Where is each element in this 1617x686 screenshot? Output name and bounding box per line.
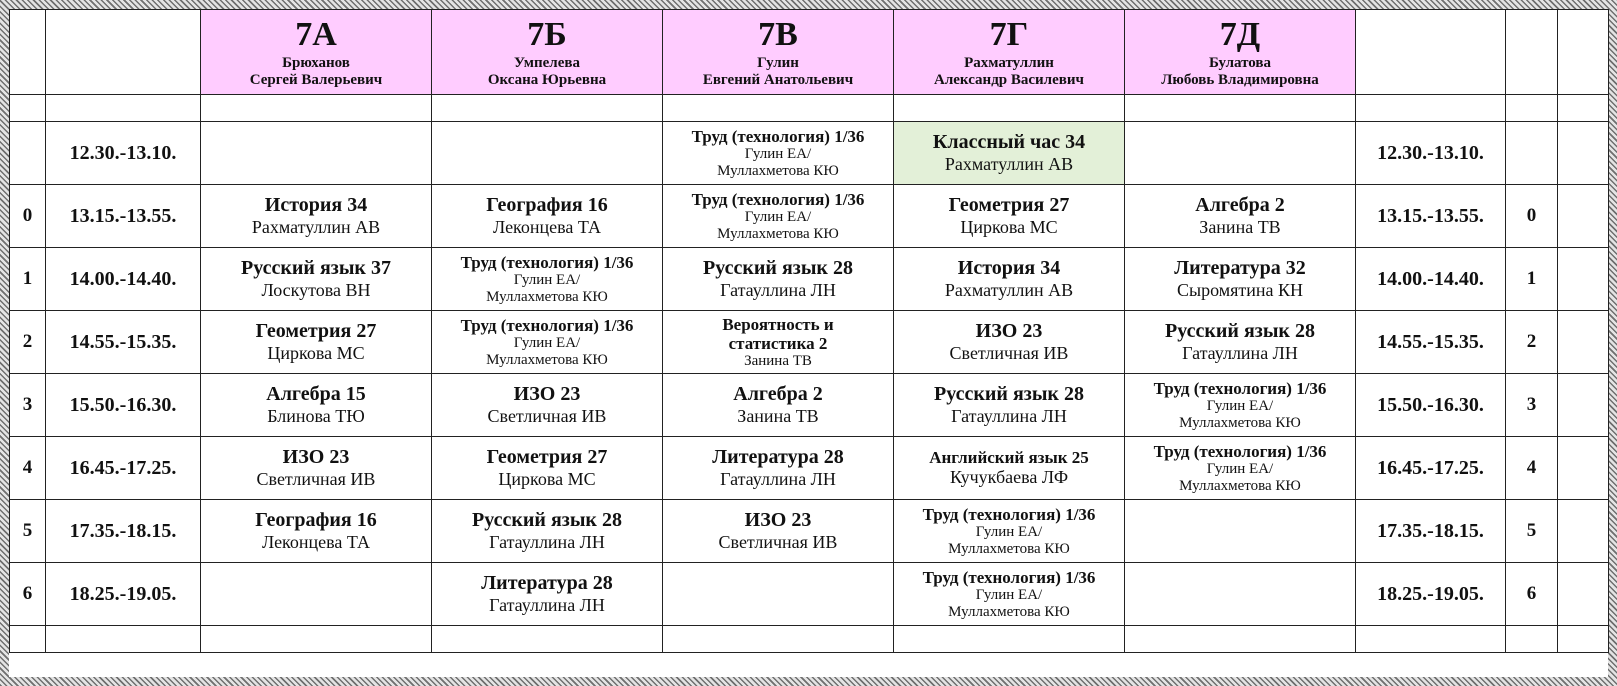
lesson-time-right: 15.50.-16.30. [1356,374,1506,437]
teacher-name: Муллахметова КЮ [717,162,839,179]
class-name: 7А [295,16,337,53]
subject-name: Труд (технология) 1/36 [691,189,865,209]
lesson-time-right: 13.15.-13.55. [1356,185,1506,248]
lesson-number-right: 0 [1506,185,1558,248]
homeroom-teacher-given-names: Евгений Анатольевич [702,72,854,88]
subject-name: Русский язык 28 [703,257,853,279]
spacer-cell [663,626,894,653]
empty-cell [1558,374,1609,437]
teacher-name: Муллахметова КЮ [1179,477,1301,494]
schedule-sheet [9,9,1608,677]
lesson-cell [201,185,432,248]
class-header-3 [663,10,894,95]
lesson-cell [894,185,1125,248]
lesson-number: 6 [10,563,46,626]
lesson-cell [1125,437,1356,500]
teacher-name: Гулин ЕА/ [975,586,1043,603]
lesson-cell [432,437,663,500]
spacer-cell [201,95,432,122]
teacher-name: Гатауллина ЛН [720,280,836,300]
lesson-cell [432,500,663,563]
header-empty-cell [1356,10,1506,95]
teacher-name: Леконцева ТА [261,532,370,552]
homeroom-teacher-given-names: Александр Василевич [934,72,1084,88]
subject-name: Труд (технология) 1/36 [1153,378,1327,398]
homeroom-teacher-surname: Умпелева [514,55,580,71]
empty-cell [1558,122,1609,185]
subject-name: История 34 [264,194,368,216]
lesson-cell [1125,185,1356,248]
teacher-name: Гатауллина ЛН [489,595,605,615]
spacer-cell [663,95,894,122]
lesson-time-right: 12.30.-13.10. [1356,122,1506,185]
subject-name: Русский язык 28 [472,509,622,531]
schedule-body [10,10,1609,653]
lesson-number [10,122,46,185]
header-empty-cell [10,10,46,95]
lesson-row [10,248,1609,311]
lesson-cell [201,374,432,437]
lesson-cell [663,248,894,311]
header-empty-cell [46,10,201,95]
teacher-name: Циркова МС [267,343,365,363]
class-header-row [10,10,1609,95]
lesson-time-right: 14.55.-15.35. [1356,311,1506,374]
lesson-cell [201,437,432,500]
subject-name: ИЗО 23 [744,509,812,531]
subject-name: Геометрия 27 [948,194,1070,216]
homeroom-teacher-surname: Брюханов [282,55,350,71]
lesson-cell [894,311,1125,374]
lesson-cell [201,122,432,185]
spacer-cell [432,95,663,122]
teacher-name: Занина ТВ [1199,217,1281,237]
subject-name: Алгебра 2 [733,383,823,405]
subject-name: Вероятность и [722,314,834,334]
lesson-cell [663,563,894,626]
lesson-cell [663,500,894,563]
lesson-number-right [1506,122,1558,185]
teacher-name: Светличная ИВ [256,469,376,489]
spacer-cell [1558,626,1609,653]
teacher-name: Гулин ЕА/ [744,145,812,162]
subject-name: Геометрия 27 [255,320,377,342]
class-header-4 [894,10,1125,95]
lesson-cell [432,185,663,248]
lesson-time-right: 18.25.-19.05. [1356,563,1506,626]
subject-name: статистика 2 [728,333,828,353]
subject-name: История 34 [957,257,1061,279]
lesson-cell [1125,500,1356,563]
footer-spacer-row [10,626,1609,653]
schedule-table [9,9,1609,653]
subject-name: Труд (технология) 1/36 [460,252,634,272]
subject-name: Труд (технология) 1/36 [922,504,1096,524]
header-empty-cell [1506,10,1558,95]
subject-name: География 16 [486,194,608,216]
teacher-name: Муллахметова КЮ [486,351,608,368]
teacher-name: Гулин ЕА/ [513,271,581,288]
lesson-cell [432,248,663,311]
lesson-time: 16.45.-17.25. [46,437,201,500]
lesson-time-right: 17.35.-18.15. [1356,500,1506,563]
class-header-1 [201,10,432,95]
lesson-cell [201,563,432,626]
subject-name: ИЗО 23 [282,446,350,468]
empty-cell [1558,437,1609,500]
lesson-cell [1125,311,1356,374]
teacher-name: Занина ТВ [737,406,819,426]
class-name: 7Г [989,16,1029,53]
subject-name: Английский язык 25 [929,448,1089,467]
class-header-2 [432,10,663,95]
lesson-cell [432,311,663,374]
subject-name: Русский язык 37 [241,257,391,279]
lesson-time: 12.30.-13.10. [46,122,201,185]
lesson-number: 4 [10,437,46,500]
teacher-name: Кучукбаева ЛФ [949,467,1069,487]
teacher-name: Лоскутова ВН [261,280,371,300]
lesson-row [10,500,1609,563]
teacher-name: Блинова ТЮ [267,406,365,426]
spacer-cell [46,95,201,122]
lesson-row [10,185,1609,248]
teacher-name: Гулин ЕА/ [975,523,1043,540]
homeroom-teacher-given-names: Оксана Юрьевна [487,72,607,88]
teacher-name: Муллахметова КЮ [948,603,1070,620]
teacher-name: Рахматуллин АВ [251,217,381,237]
subject-name: Алгебра 2 [1195,194,1285,216]
spacer-cell [10,626,46,653]
spacer-cell [1506,626,1558,653]
header-empty-cell [1558,10,1609,95]
spacer-cell [10,95,46,122]
lesson-row [10,437,1609,500]
subject-name: Геометрия 27 [486,446,608,468]
teacher-name: Леконцева ТА [492,217,601,237]
lesson-cell [663,311,894,374]
lesson-time: 18.25.-19.05. [46,563,201,626]
homeroom-teacher-given-names: Любовь Владимировна [1161,72,1319,88]
spacer-cell [1125,95,1356,122]
teacher-name: Сыромятина КН [1176,280,1304,300]
lesson-time: 17.35.-18.15. [46,500,201,563]
teacher-name: Гатауллина ЛН [1182,343,1298,363]
subject-name: Труд (технология) 1/36 [691,126,865,146]
teacher-name: Гулин ЕА/ [513,334,581,351]
teacher-name: Муллахметова КЮ [486,288,608,305]
class-header-5 [1125,10,1356,95]
spacer-row [10,95,1609,122]
lesson-cell [1125,374,1356,437]
subject-name: География 16 [255,509,377,531]
teacher-name: Светличная ИВ [949,343,1069,363]
lesson-cell [432,563,663,626]
empty-cell [1558,185,1609,248]
lesson-cell [663,374,894,437]
lesson-row [10,374,1609,437]
teacher-name: Гатауллина ЛН [951,406,1067,426]
empty-cell [1558,500,1609,563]
homeroom-teacher-surname: Гулин [757,55,799,71]
empty-cell [1558,311,1609,374]
teacher-name: Гулин ЕА/ [744,208,812,225]
class-name: 7Б [527,16,567,53]
lesson-cell [894,500,1125,563]
class-name: 7Д [1219,16,1261,53]
lesson-row [10,563,1609,626]
teacher-name: Гулин ЕА/ [1206,460,1274,477]
teacher-name: Муллахметова КЮ [1179,414,1301,431]
lesson-cell [663,122,894,185]
teacher-name: Циркова МС [498,469,596,489]
teacher-name: Гатауллина ЛН [489,532,605,552]
lesson-cell [894,248,1125,311]
teacher-name: Рахматуллин АВ [944,154,1074,174]
subject-name: Литература 32 [1174,257,1306,279]
spacer-cell [46,626,201,653]
spacer-cell [1356,626,1506,653]
spacer-cell [894,95,1125,122]
lesson-cell [1125,563,1356,626]
spacer-cell [1558,95,1609,122]
lesson-cell [201,311,432,374]
lesson-time-right: 16.45.-17.25. [1356,437,1506,500]
lesson-cell [201,248,432,311]
lesson-time: 13.15.-13.55. [46,185,201,248]
lesson-number-right: 1 [1506,248,1558,311]
lesson-row [10,122,1609,185]
subject-name: Труд (технология) 1/36 [922,567,1096,587]
lesson-cell [663,185,894,248]
lesson-number: 1 [10,248,46,311]
spacer-cell [1125,626,1356,653]
lesson-cell [894,437,1125,500]
spacer-cell [894,626,1125,653]
teacher-name: Гатауллина ЛН [720,469,836,489]
teacher-name: Светличная ИВ [487,406,607,426]
lesson-time-right: 14.00.-14.40. [1356,248,1506,311]
lesson-number-right: 2 [1506,311,1558,374]
lesson-number-right: 5 [1506,500,1558,563]
lesson-number: 5 [10,500,46,563]
spacer-cell [432,626,663,653]
subject-name: Литература 28 [481,572,613,594]
lesson-number: 0 [10,185,46,248]
teacher-name: Занина ТВ [744,352,812,369]
lesson-cell [432,122,663,185]
teacher-name: Циркова МС [960,217,1058,237]
subject-name: ИЗО 23 [513,383,581,405]
subject-name: Алгебра 15 [266,383,366,405]
class-name: 7В [758,16,798,53]
subject-name: Литература 28 [712,446,844,468]
lesson-cell [663,437,894,500]
teacher-name: Муллахметова КЮ [717,225,839,242]
homeroom-teacher-surname: Рахматуллин [964,55,1054,71]
subject-name: ИЗО 23 [975,320,1043,342]
subject-name: Русский язык 28 [1165,320,1315,342]
teacher-name: Рахматуллин АВ [944,280,1074,300]
lesson-cell [1125,122,1356,185]
spacer-cell [1506,95,1558,122]
homeroom-teacher-surname: Булатова [1208,55,1272,71]
lesson-time: 14.55.-15.35. [46,311,201,374]
lesson-cell [432,374,663,437]
lesson-cell [894,374,1125,437]
spacer-cell [1356,95,1506,122]
lesson-number-right: 6 [1506,563,1558,626]
lesson-number-right: 4 [1506,437,1558,500]
lesson-number: 3 [10,374,46,437]
empty-cell [1558,248,1609,311]
empty-cell [1558,563,1609,626]
lesson-row [10,311,1609,374]
subject-name: Русский язык 28 [934,383,1084,405]
subject-name: Труд (технология) 1/36 [460,315,634,335]
subject-name: Труд (технология) 1/36 [1153,441,1327,461]
teacher-name: Муллахметова КЮ [948,540,1070,557]
teacher-name: Светличная ИВ [718,532,838,552]
lesson-time: 14.00.-14.40. [46,248,201,311]
teacher-name: Гулин ЕА/ [1206,397,1274,414]
lesson-cell [894,563,1125,626]
lesson-number: 2 [10,311,46,374]
lesson-cell [1125,248,1356,311]
subject-name: Классный час 34 [932,131,1086,153]
homeroom-teacher-given-names: Сергей Валерьевич [249,72,383,88]
spacer-cell [201,626,432,653]
lesson-cell [201,500,432,563]
lesson-number-right: 3 [1506,374,1558,437]
lesson-time: 15.50.-16.30. [46,374,201,437]
lesson-cell [894,122,1125,185]
